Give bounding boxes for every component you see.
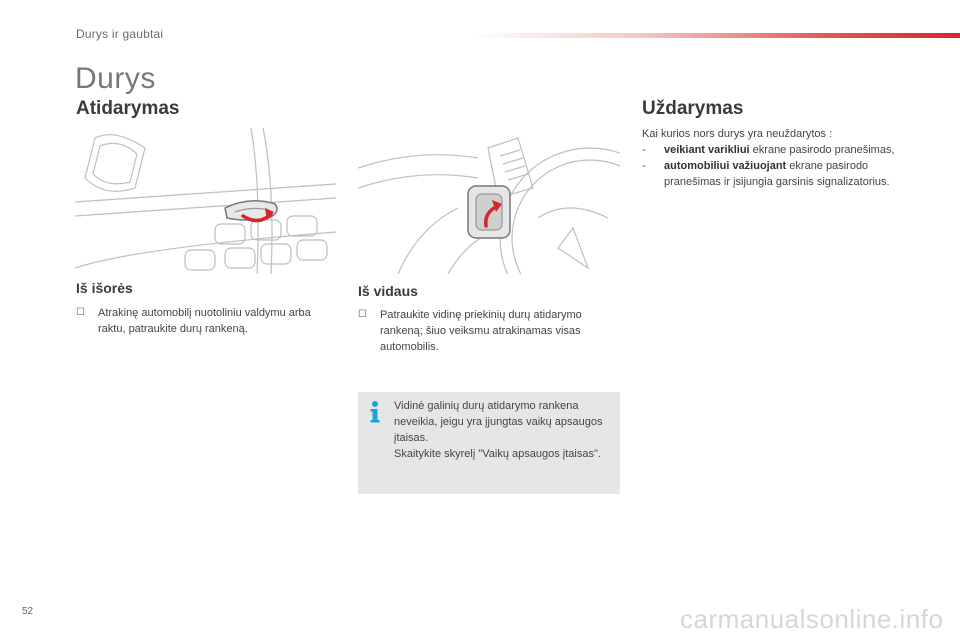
info-icon [368, 400, 382, 424]
checkbox-bullet-icon: ☐ [76, 307, 85, 318]
inside-instruction: ☐ Patraukite vidinę priekinių durų atidarymo rankeną; šiuo veiksmu atrakinamas visas automobilis. [358, 309, 582, 353]
section-header-label: Durys ir gaubtai [76, 27, 164, 41]
page-number: 52 [22, 606, 34, 617]
header-accent-bar [470, 33, 960, 38]
inside-subtitle: Iš vidaus [358, 283, 418, 299]
outside-subtitle: Iš išorės [76, 280, 133, 296]
outside-door-handle-illustration [75, 128, 336, 274]
watermark: carmanualsonline.info [680, 604, 944, 634]
closing-item: - veikiant varikliui ekrane pasirodo pranešimas, [642, 144, 895, 156]
closing-intro: Kai kurios nors durys yra neuždarytos : [642, 128, 833, 140]
checkbox-bullet-icon: ☐ [358, 309, 367, 320]
info-note-text: Vidinė galinių durų atidarymo rankena neveikia, jeigu yra įjungtas vaikų apsaugos įtaisas. Skaitykite skyrelį "Vaikų apsaugos įtaisas". [394, 400, 603, 460]
closing-item: - automobiliui važiuojant ekrane pasirodo pranešimas ir įsijungia garsinis signalizatorius. [642, 160, 890, 188]
closing-body [642, 126, 902, 190]
closing-section-title: Uždarymas [642, 98, 744, 119]
inside-door-handle-illustration [358, 128, 620, 274]
outside-instruction: ☐ Atrakinę automobilį nuotoliniu valdymu arba raktu, patraukite durų rankeną. [76, 307, 311, 335]
opening-section-title: Atidarymas [76, 98, 180, 119]
info-note-box [358, 392, 620, 494]
page-title: Durys [75, 62, 156, 95]
